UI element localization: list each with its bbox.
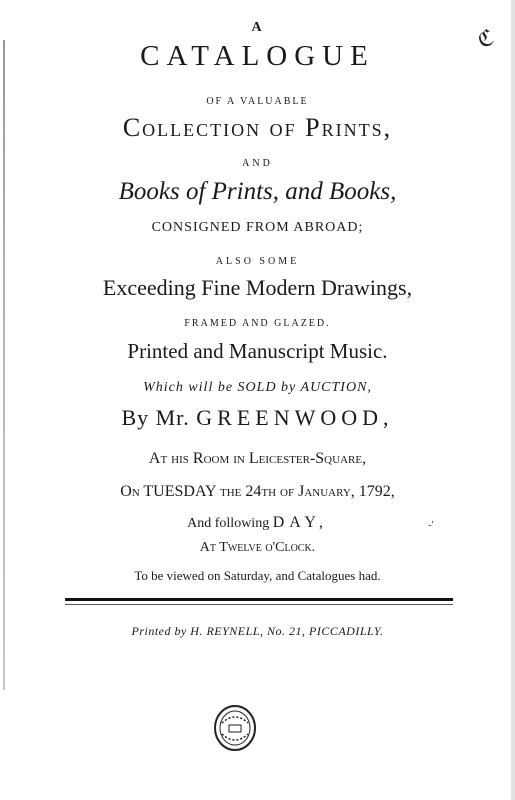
- subtitle-of-a-valuable: OF A VALUABLE: [206, 96, 309, 107]
- divider-rule-thin: [65, 604, 453, 605]
- framed-line: FRAMED AND GLAZED.: [184, 318, 331, 329]
- following-text: And following: [187, 516, 270, 531]
- title-article: A: [251, 20, 264, 35]
- music-line: Printed and Manuscript Music.: [127, 339, 388, 363]
- auctioneer-name: GREENWOOD,: [196, 405, 394, 430]
- also-some-line: ALSO SOME: [215, 256, 300, 267]
- divider-rule-thick: [65, 598, 453, 601]
- drawings-line: Exceeding Fine Modern Drawings,: [102, 275, 413, 300]
- auction-line: Which will be SOLD by AUCTION,: [143, 380, 372, 395]
- consigned-line: CONSIGNED FROM ABROAD;: [151, 220, 364, 235]
- by-mr-text: By Mr.: [121, 405, 190, 430]
- title-catalogue: CATALOGUE: [140, 40, 375, 72]
- viewing-line: To be viewed on Saturday, and Catalogues had.: [134, 568, 381, 583]
- scan-mark-glyph: ℭ: [474, 24, 498, 53]
- date-line: On TUESDAY the 24th of January, 1792,: [120, 483, 395, 500]
- auctioneer-line: [0, 405, 515, 431]
- conjunction-and: AND: [242, 158, 273, 169]
- day-text: DAY,: [272, 514, 328, 531]
- title-collection-of-prints: Collection of Prints,: [122, 113, 393, 142]
- title-books-of-prints: Books of Prints, and Books,: [118, 178, 397, 205]
- following-day-line: [0, 514, 515, 532]
- venue-line: At his Room in Leicester-Square,: [148, 450, 367, 467]
- library-stamp-icon: [210, 703, 260, 753]
- time-line: At Twelve o'Clock.: [199, 540, 316, 555]
- ink-speck: -': [428, 519, 434, 531]
- imprint-line: Printed by H. REYNELL, No. 21, PICCADILLY.: [131, 624, 384, 638]
